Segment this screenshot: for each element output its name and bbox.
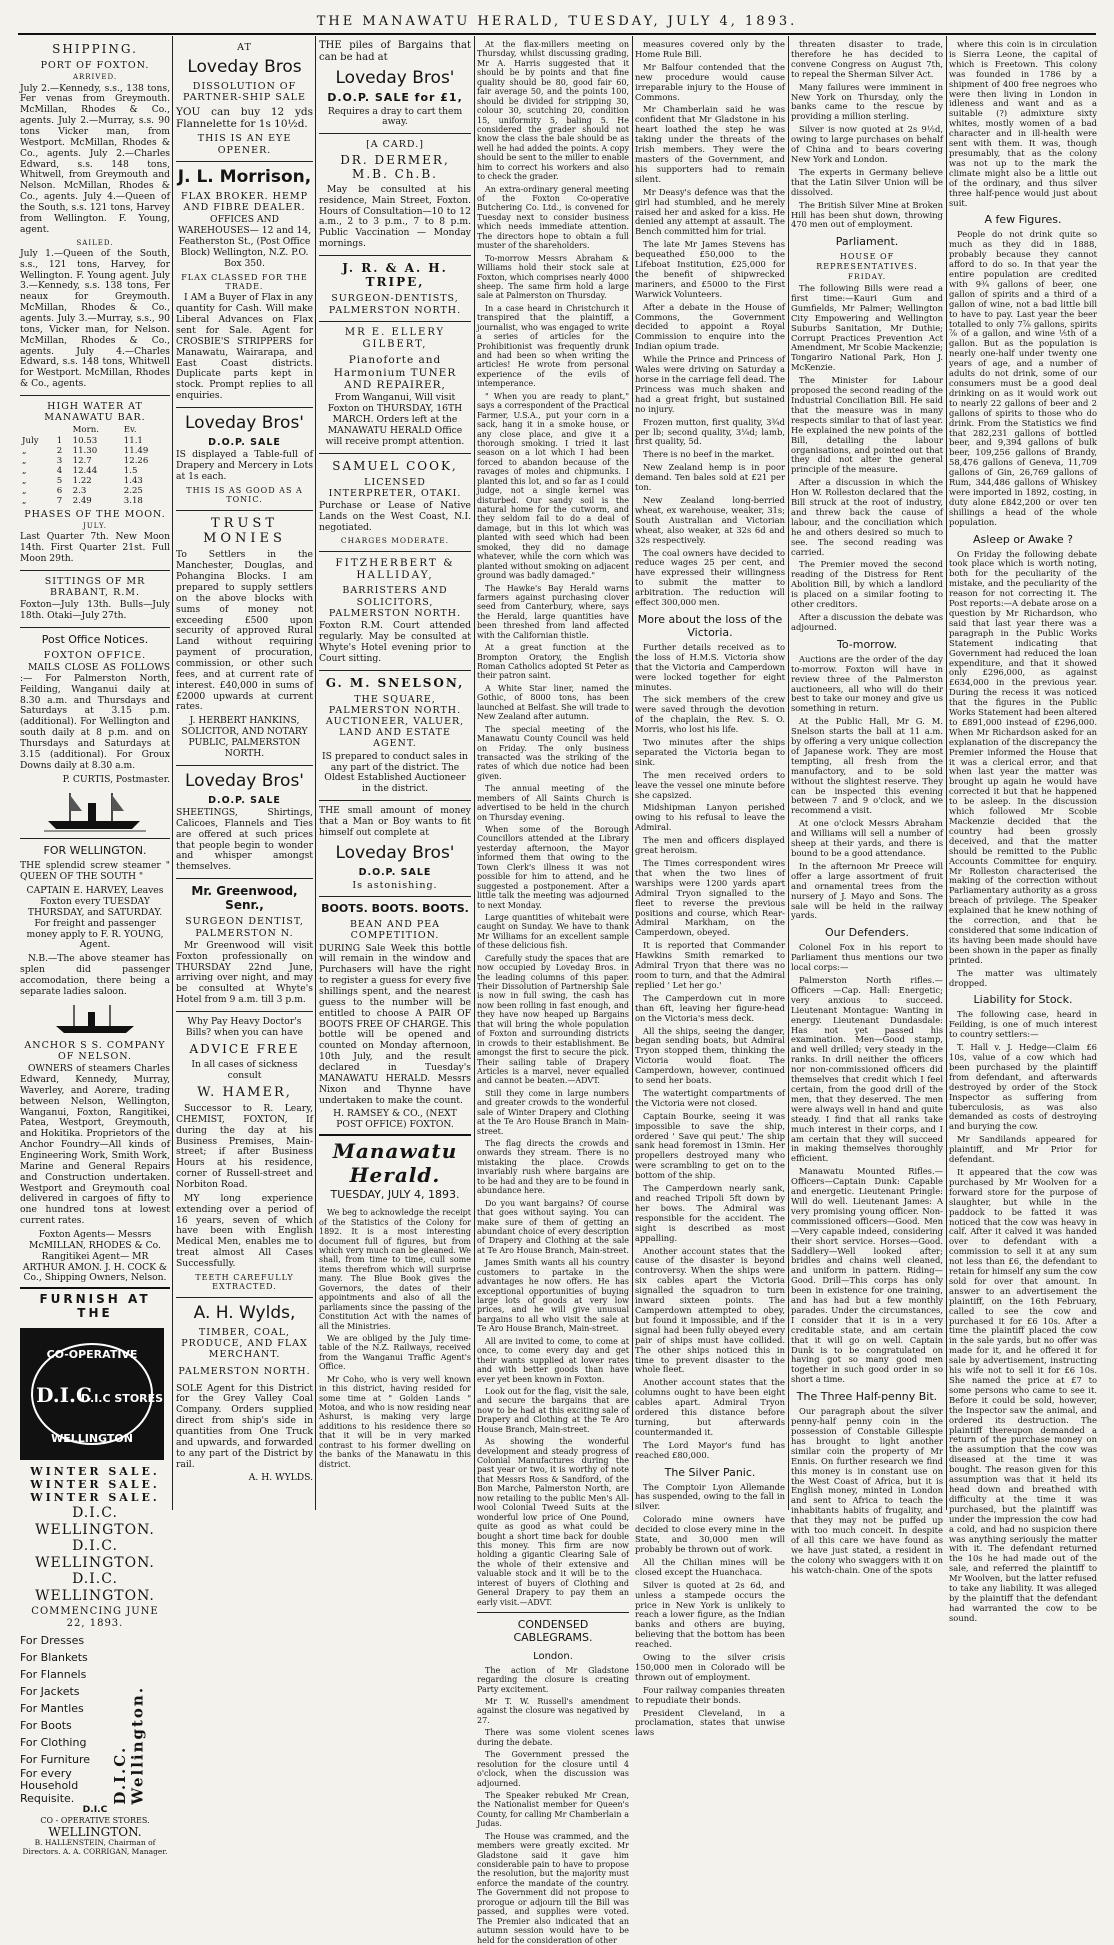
column-5	[635, 39, 785, 1738]
news-paragraph: Many failures were imminent in New York on Thursday, only the banks came to the rescue by providing a million sterling.	[791, 81, 943, 122]
news-paragraph: Look out for the flag, visit the sale, and secure the bargains that are now to be had at this exciting sale of Drapery and Clothing at the Te Aro House Branch, Main-street.	[477, 1386, 629, 1434]
news-paragraph: An extra-ordinary general meeting of the Foxton Co-operative Butchering Co. Ltd., is convened for Tuesday next to consider business which needs immediate attention. The directors hope to obtain a full muster of the shareholders.	[477, 184, 629, 251]
loveday-bros-ad: Loveday Bros	[187, 57, 302, 78]
cook-ad: SAMUEL COOK,	[332, 458, 458, 473]
piles-text: THE piles of Bargains that can be had at	[319, 40, 471, 63]
news-paragraph: It is reported that Commander Hawkins Smith remarked to Admiral Tryon that there was no room to turn, and that the Admiral replied ' Let her go.'	[635, 940, 785, 990]
column-1	[20, 40, 170, 1856]
news-paragraph: Another account states that the columns ought to have been eight cables apart. Admiral Tryon ordered this distance before turning, but afterwards countermanded it.	[635, 1377, 785, 1437]
hankins: J. HERBERT HANKINS, SOLICITOR, AND NOTARY PUBLIC, PALMERSTON NORTH.	[181, 715, 308, 759]
post-office-text: MAILS CLOSE AS FOLLOWS :— For Palmerston North, Feilding, Wanganui daily at 8.30 a.m. and Thursdays and Saturdays at 3.15 p.m. (additional). For Wellington and south daily at 8 p.m. and on Thursdays and Saturdays at 3.15 (additional). For Groux Downs daily at 8.30 a.m.	[20, 661, 170, 771]
loveday-bros-ad: Loveday Bros'	[185, 413, 304, 434]
dic-items	[20, 1632, 170, 1805]
snelson-ad: G. M. SNELSON,	[325, 675, 465, 690]
tripe-sub: SURGEON-DENTISTS, PALMERSTON NORTH.	[328, 293, 462, 316]
moon-month: JULY.	[83, 521, 107, 530]
news-paragraph: New Zealand long-berried wheat, ex warehouse, weaker, 31s; South Australian and Victorian wheat, also weaker, at 32s 6d and 32s respectively.	[635, 494, 785, 545]
news-paragraph: Still they come in large numbers and greater crowds to the wonderful sale of Winter Drapery and Clothing at the Te Aro House Branch in Main-street.	[477, 1088, 629, 1136]
dop-sale: D.O.P. SALE	[208, 794, 281, 806]
news-paragraph: At a great function at the Brompton Oratory, the English Roman Catholics adopted St Peter as their patron saint.	[477, 643, 629, 681]
news-paragraph: Colorado mine owners have decided to close every mine in the State, and 30,000 men will probably be thrown out of work.	[635, 1514, 785, 1554]
news-paragraph: Midshipman Lanyon perished owing to his refusal to leave the Admiral.	[635, 802, 785, 833]
news-paragraph: Mr T. W. Russell's amendment against the closure was negatived by 27.	[477, 1697, 629, 1725]
gilbert-ad: MR E. ELLERY GILBERT,	[344, 326, 446, 350]
news-paragraph: Silver is now quoted at 2s 9½d, owing to large purchases on behalf of China and to bears covering New York and London.	[791, 124, 943, 164]
loveday-tag: THIS IS AN EYE OPENER.	[197, 133, 292, 156]
teeth: TEETH CAREFULLY EXTRACTED.	[195, 1272, 294, 1292]
fitzherbert-ad: FITZHERBERT & HALLIDAY,	[335, 556, 455, 582]
news-paragraph: Our paragraph about the silver penny-half penny coin in the possession of Constable Gillespie has brought to light another similar coin the property of Mr Ennis. On further research we find this money is in constant use on the West Coast of Africa, but it is English money, minted in London and sent to Africa to teach the inhabitants habits of frugality, and that they may not be puffed up with too much conceit. In despite of all this care we have found as we have just stated, a resident in the colony who swaggers with it on his watch-chain. One of the spots	[791, 1406, 943, 1575]
gilbert-text: From Wanganui, Will visit Foxton on THURSDAY, 16TH MARCH. Orders left at the MANAWATU HERALD Office will receive prompt attention.	[325, 392, 465, 447]
news-paragraph: There was some violent scenes during the debate.	[477, 1728, 629, 1747]
news-paragraph: Mr Balfour contended that the new procedure would cause irreparable injury to the House of Commons.	[635, 61, 785, 102]
doctor-heading: Why Pay Heavy Doctor's Bills? when you can have	[185, 1016, 304, 1038]
news-paragraph: threaten disaster to trade, therefore he has decided to convene Congress on August 7th, to repeal the Sherman Silver Act.	[791, 39, 943, 79]
news-paragraph: The Camperdown nearly sank, and reached Tripoli 5ft down by her bows. The Admiral was responsible for the accident. The sight is described as most appalling.	[635, 1183, 785, 1243]
news-paragraph: All the Chilian mines will be closed except the Huanchaca.	[635, 1556, 785, 1577]
news-paragraph: The matter was ultimately dropped.	[949, 967, 1097, 988]
news-paragraph: It appeared that the cow was purchased by Mr Woolven for a forward store for the purpose of slaughter, but while in the paddock to be fatted it was noticed that the cow was heavy in calf. After it calved it was handed over to defendant with a commission to sell it at any sum not less than £6, the defendant to retain for himself any sum the cow sold for over that amount. In answer to an advertisement the plaintiff, on the 16th February, called to see the cow and purchased it for £6 10s. After a time the plaintiff placed the cow in the sale yards, but no offer was made for it, and he offered it for sale by advertisement, instructing his wife not to sell it for £6 10s. She named the price at £7 to some persons who came to see it. Before it could be sold, however, the Inspector saw the animal, and ordered its destruction. The plaintiff thereupon demanded a return of the purchase money on the assumption that the cow was diseased at the time it was bought. The reason given for this assumption was that it held its head down and breathed with difficulty at the time it was purchased, but the plaintiff was under the impression the cow had a cold, and had no suspicion there was anything seriously the matter with it. The defendant returned the 10s he had made out of the sale, and referred the plaintiff to Mr Woolven, but the latter refused to take any liability. It was alleged by the plaintiff that the defendant had warranted the cow to be sound.	[949, 1166, 1097, 1623]
news-paragraph: Palmerston North rifles.—Officers —Cap. Hall: Energetic; very anxious to succeed. Lieutenant Montague: Wanting in energy. Lieutenant Dundasdale: Has not yet passed his examination. Men—Good stamp, and well drilled; very steady in the ranks. In drill neither the officers nor non-commissioned officers did themselves that credit which I feel certain, from the good drill of the men, that they deserved. The men were always well in hand and quite steady. I find that all ranks take much interest in their corps, and I am certain that they will succeed in making themselves thoroughly efficient.	[791, 975, 943, 1164]
brabant-title: SITTINGS OF MR BRABANT, R.M.	[44, 575, 146, 598]
news-paragraph: People do not drink quite so much as they did in 1888, probably because they cannot afford to do so. In that year the entire population are credited with 9¾ gallons of beer, one gallon of spirits and a third of a gallon of wine, not a bad little bill to have to pay. Last year the beer totalled to only 7⅞ gallons, spirits ⅞ of a gallon, and wine ⅕th of a gallon. But as the population is nearly one-half under twenty one years of age, and a number of adults do not drink, some of our consumers must be a good deal drinking on as it would work out to nearly 22 gallons of beer and 2 gallons of spirits to those who do drink. From the Statistics we find that 282,231 gallons of bottled beer, and 9,394 gallons of bulk beer, 109,256 gallons of Brandy, 58,476 gallons of Geneva, 11,709 gallons of Gin, 26,769 gallons of Rum, 344,486 gallons of Whiskey were imported in 1892, costing, in duty alone £842,200 or over ten shillings a head of the whole population.	[949, 229, 1097, 527]
steamer-icon	[50, 1002, 140, 1036]
hamer-text: Successor to R. Leary, CHEMIST, FOXTON, If during the day at his Business Premises, Main-street; if after Business Hours at his residence, corner of Russell-street and Norbiton Road.	[176, 1102, 313, 1190]
news-paragraph: Another account states that the cause of the disaster is beyond controversy. When the ships were six cables apart the Victoria signalled the squadron to turn inward sixteen points. The Camperdown attempted to obey, but found it impossible, and if the signal had been fully obeyed every pair of ships must have collided. The other ships noticed this in time to prevent disaster to the whole fleet.	[635, 1245, 785, 1375]
statistics-paragraph: We beg to acknowledge the receipt of the Statistics of the Colony for 1892. It is a most interesting document full of figures, but from which very much can be gleaned. We shall, from time to time, cull some items therefrom which will surprise many. The Blue Book gives the Governors, the dates of their appointments and also of all the parliaments since the passing of the Constitution Act with the names of all the Ministries.	[319, 1208, 471, 1331]
silver-panic-heading: The Silver Panic.	[664, 1465, 756, 1479]
morrison-sub: FLAX BROKER. HEMP AND FIBRE DEALER.	[180, 190, 309, 214]
news-paragraph: After a discussion in which the Hon W. Rolleston declared that the Bill struck at the root of industry, and threw back the cause of labour, and the conciliation which he and others desired so much to see. The second reading was carried.	[791, 477, 943, 557]
loveday-text: SHEETINGS, Shirtings, Calicoes, Flannels and Ties are offered at such prices that people begin to wonder and whisper amongst themselves.	[176, 806, 313, 873]
masthead: THE MANAWATU HERALD, TUESDAY, JULY 4, 1893.	[316, 14, 798, 29]
commencing: COMMENCING JUNE 22, 1893.	[31, 1606, 159, 1630]
tide-table: Morn. Ev. July 1 10.53 11.1 „ 2 11.30 11.49 „ 3 12.7 12.26 „ 4 12.44 1.5 „ 5 1.22 1.43 „ 6 2.3 2.25 „ 7 2.49 3.18	[20, 425, 170, 506]
news-paragraph: The sick members of the crew were saved through the devotion of the chaplain, the Rev. S. O. Morris, who lost his life.	[635, 694, 785, 735]
news-paragraph: Large quantities of whitebait were caught on Sunday. We have to thank Mr Williams for an excellent sample of these delicious fish.	[477, 912, 629, 951]
victoria-heading: More about the loss of the Victoria.	[637, 612, 783, 639]
dop-sale: D.O.P. SALE for £1,	[327, 90, 463, 104]
post-office-title: Post Office Notices.	[41, 632, 149, 646]
news-paragraph: The coal owners have decided to reduce wages 25 per cent, and have expressed their willingness to submit the matter to arbitration. The reduction will effect 300,000 men.	[635, 547, 785, 608]
table-row: „ 6 2.3 2.25	[22, 486, 143, 497]
news-paragraph: Four railway companies threaten to repudiate their bonds.	[635, 1684, 785, 1705]
news-paragraph: James Smith wants all his country customers to partake in the advantages he now offers. He has exceptional opportunities of buying large lots of goods at very low prices, and he will give unusual bargains to all who visit the sale at Te Aro House Branch, Main-street.	[477, 1258, 629, 1334]
loveday-sub: DISSOLUTION OF PARTNER-SHIP SALE	[183, 81, 306, 104]
svg-text:CO-OPERATIVE: CO-OPERATIVE	[46, 1347, 138, 1361]
fitzherbert-text: Foxton R.M. Court attended regularly. May be consulted at Whyte's Hotel evening prior to Court sitting.	[319, 620, 471, 664]
post-office-sub: FOXTON OFFICE.	[43, 649, 147, 661]
ad-at: AT	[237, 42, 252, 53]
news-paragraph: Silver is quoted at 2s 6d, and unless a stampede occurs the price in New York is unlikely to reach a lower figure, as the Indian banks and others are buying, believing that the bottom has been reached.	[635, 1579, 785, 1650]
anchor-company-text: OWNERS of steamers Charles Edward, Kennedy, Murray, Waverley, and Aorere, trading between Nelson, Wellington, Wanganui, Foxton, Rangitikei, Patea, Westport, Greymouth, and Hokitika. Proprietors of the Anchor Foundry—All kinds of Engineering Work, Smith Work, Marine and General Repairs and Construction undertaken. Westport and Greymouth coal delivered in cargoes of fifty to one hundred tons at lowest current rates.	[20, 1063, 170, 1227]
svg-text:D.I.C STORES: D.I.C STORES	[80, 1391, 164, 1405]
hamer-ad: W. HAMER,	[197, 1084, 292, 1100]
news-paragraph: Owing to the silver crisis 150,000 men in Colorado will be thrown out of employment.	[635, 1652, 785, 1682]
news-paragraph: All are invited to come, to come at once, to come every day and get their wants supplied at lower rates and with better goods than have ever yet been known in Foxton.	[477, 1336, 629, 1384]
boots-ad: BOOTS. BOOTS. BOOTS.	[321, 902, 469, 916]
dic-footer: D.I.C	[82, 1803, 108, 1815]
dic-vertical-label: D.I.C. Wellington.	[111, 1685, 147, 1805]
friday-heading: FRIDAY.	[847, 272, 887, 282]
dray-text: Requires a dray to cart them away.	[327, 105, 463, 128]
news-paragraph: At the Public Hall, Mr G. M. Snelson starts the ball at 11 a.m. by offering a very unique collection of Japanese work. They are most tempting, all fresh from the manufactory, and to be sold without the slightest reserve. They can be inspected this evening between 7 and 9 o'clock, and we recommend a visit.	[791, 716, 943, 816]
news-paragraph: where this coin is in circulation is Sierra Leone, the capital of which is Freetown. This colony was founded in 1786 by a shipment of 400 free negroes who were then living in London in idleness and want and as a suitable (?) admixture sixty whites, mostly women of a bad character and in ill-health were sent with them. It was, though presumably, that as the colony was not up to the mark the climate might also be a little out of the ordinary, and thus silver three half-pence would just about suit.	[949, 39, 1097, 208]
list-item: For Boots	[20, 1719, 72, 1733]
news-paragraph: There is no beef in the market.	[643, 449, 775, 460]
news-paragraph: The flag directs the crowds and onwards they stream. There is no mistaking the place. Crowds invariably rush where bargains are to be had and they are to be found in abundance here.	[477, 1139, 629, 1196]
boots-sub: BEAN AND PEA COMPETITION.	[349, 919, 441, 942]
news-paragraph: The late Mr James Stevens has bequeathed £50,000 to the Lifeboat Institution, £25,000 for the benefit of shipwrecked mariners, and £5000 to the First Warwick Volunteers.	[635, 239, 785, 299]
news-paragraph: While the Prince and Princess of Wales were driving on Saturday a horse in the carriage fell dead. The Princess was much shaken and had a great fright, but sustained no injury.	[635, 354, 785, 414]
news-paragraph: Further details received as to the loss of H.M.S. Victoria show that the Victoria and Camperdown were locked together for eight minutes.	[635, 641, 785, 692]
news-paragraph: The special meeting of the Manawatu County Council was held on Friday. The only business transacted was the striking of the rates of which due notice had been given.	[477, 724, 629, 781]
astonishing: Is astonishing.	[352, 879, 438, 891]
advice-text: In all cases of sickness consult	[191, 1058, 298, 1081]
greenwood-ad: Mr. Greenwood, Senr.,	[191, 884, 298, 913]
wylds-text: SOLE Agent for this District for the Grey Valley Coal Company. Orders supplied direct from ship's side in quantities from One Truck and upwards, and forwarded to any part of the District by rail.	[176, 1382, 313, 1470]
news-paragraph: In the afternoon Mr Preece will offer a large assortment of fruit and ornamental trees from the nursery of J. Mayo and Sons. The sale will be held in the railway yards.	[791, 860, 943, 921]
news-paragraph: The watertight compartments of the Victoria were not closed.	[635, 1087, 785, 1108]
sailed-heading: SAILED.	[76, 238, 114, 247]
tripe-ad: J. R. & A. H. TRIPE,	[342, 261, 448, 290]
svg-text:D.I.C: D.I.C	[36, 1382, 92, 1407]
news-paragraph: In a case heard in Christchurch it transpired that the plaintiff, a journalist, who was engaged to write a series of articles for the Prohibitionist was frequently drunk and had been so when writing the articles! He wrote from personal experience of the evils of intemperance.	[477, 303, 629, 389]
list-item: For Furniture	[20, 1753, 91, 1767]
news-paragraph: Two minutes after the ships separated the Victoria began to sink.	[635, 737, 785, 767]
loveday-bros-ad: Loveday Bros'	[335, 67, 455, 88]
winter-sale: WINTER SALE.	[30, 1478, 160, 1492]
news-paragraph: After a debate in the House of Commons, the Government decided to appoint a Royal Commission to enquire into the Indian opium trade.	[635, 301, 785, 352]
cablegrams-heading: CONDENSED CABLEGRAMS.	[513, 1618, 593, 1644]
news-paragraph: The British Silver Mine at Broken Hill has been shut down, throwing 470 men out of employment.	[791, 199, 943, 230]
trust-monies-text: To Settlers in the Manchester, Douglas, and Pohangina Blocks. I am prepared to supply settlers on the above blocks with sums of money not exceeding £500 upon security of approved Rural Land without requiring payment of procuration, commission, or other such fees, and at current rate of interest. £40,000 in sums of £2000 upwards at current rates.	[176, 549, 313, 713]
list-item: For Dresses	[20, 1634, 85, 1648]
for-wellington-title: FOR WELLINGTON.	[43, 844, 147, 858]
snelson-text: IS prepared to conduct sales in any part of the district. The Oldest Established Auctioneer in the district.	[322, 750, 468, 795]
ramsey: H. RAMSEY & CO., (NEXT POST OFFICE) FOXTON.	[333, 1108, 457, 1131]
column-7	[949, 39, 1097, 1623]
shipping-heading: SHIPPING.	[52, 42, 138, 56]
dop-sale: D.O.P. SALE	[358, 866, 432, 878]
loveday-text: YOU can buy 12 yds Flannelette for 1s 10½d.	[176, 105, 313, 131]
news-paragraph: Colonel Fox in his report to Parliament thus mentions our two local corps:—	[791, 942, 943, 973]
dic-wellington: D.I.C. WELLINGTON.	[35, 1505, 155, 1538]
loveday-bros-ad: Loveday Bros'	[185, 770, 304, 791]
list-item: For Jackets	[20, 1685, 80, 1699]
advice-free: ADVICE FREE	[189, 1041, 300, 1056]
anchor-company-agents: Foxton Agents— Messrs McMILLAN, RHODES & Co. Rangitikei Agent— MR ARTHUR AMON. J. H. COCK & Co., Shipping Owners, Nelson.	[22, 1228, 168, 1284]
herald-title: Manawatu Herald.	[332, 1139, 458, 1187]
list-item: For Flannels	[20, 1668, 87, 1682]
coho-paragraph: Mr Coho, who is very well known in this district, having resided for some time at " Golden Lands " Motoa, and who is now residing near Ashurst, is making very large additions to his residence there so that it will be in very marked contrast to his former dwelling on the banks of the Manawatu in this district.	[319, 1374, 471, 1469]
dic-footer: CO - OPERATIVE STORES.	[40, 1815, 150, 1825]
snelson-sub: THE SQUARE, PALMERSTON NORTH. AUCTIONEER, VALUER, LAND AND ESTATE AGENT.	[325, 693, 465, 750]
timetable-paragraph: We are obliged by the July time-table of the N.Z. Railways, received from the Wanganui Traffic Agent's Office.	[319, 1333, 471, 1372]
news-paragraph: New Zealand hemp is in poor demand. Ten bales sold at £21 per ton.	[635, 462, 785, 493]
news-paragraph: The men received orders to leave the vessel one minute before she capsized.	[635, 769, 785, 800]
column-divider	[474, 36, 475, 1510]
news-paragraph: The men and officers displayed great heroism.	[635, 835, 785, 856]
moon-text: Last Quarter 7th. New Moon 14th. First Quarter 21st. Full Moon 29th.	[20, 531, 170, 564]
cook-sub: LICENSED INTERPRETER, OTAKI.	[328, 476, 462, 500]
herald-date: TUESDAY, JULY 4, 1893.	[330, 1188, 460, 1202]
anchor-company-title: ANCHOR S S. COMPANY OF NELSON.	[24, 1039, 166, 1062]
news-paragraph: After a discussion the debate was adjourned.	[791, 612, 943, 632]
news-paragraph: The Times correspondent wires that when the two lines of warships were 1200 yards apart Admiral Tryon signalled to the fleet to reverse the previous positions and course, which Rear-Admiral Markham, on the Camperdown, obeyed.	[635, 858, 785, 938]
morrison-ad: J. L. Morrison,	[177, 166, 312, 187]
table-row: „ 4 12.44 1.5	[22, 466, 138, 477]
morrison-text: I AM a Buyer of Flax in any quantity for Cash. Will make Liberal Advances on Flax sent for Sale. Agent for CROSBIE'S STRIPPERS for Manawatu, Wairarapa, and East Coast districts. Duplicate parts kept in stock. Prompt replies to all enquiries.	[176, 292, 313, 402]
liability-heading: Liability for Stock.	[973, 993, 1073, 1007]
dic-wellington: D.I.C. WELLINGTON.	[35, 1571, 155, 1604]
news-paragraph: A White Star liner, named the Gothic, of 8000 tons, has been launched at Belfast. She will trade to New Zealand after autumn.	[477, 683, 629, 722]
list-item: For Blankets	[20, 1651, 88, 1665]
dic-footer: WELLINGTON.	[48, 1824, 142, 1839]
table-row: „ 7 2.49 3.18	[22, 496, 143, 507]
news-paragraph: The action of Mr Gladstone regarding the closure is creating Party excitement.	[477, 1665, 629, 1694]
few-figures-heading: A few Figures.	[984, 213, 1062, 227]
news-paragraph: Mr Sandilands appeared for plaintiff, and Mr Prior for defendant.	[949, 1134, 1097, 1165]
for-wellington-note: N.B.—The above steamer has splen did passenger accomodation, there being a separate ladies saloon.	[20, 953, 170, 997]
news-paragraph: Manawatu Mounted Rifles.—Officers—Captain Dunk: Capable and energetic. Lieutenant Pringle: Will do well. Lieutenant James: A very promising young officer. Non-commissioned officers—Good. Men—Very capable indeed, considering their short service. Horses—Good. Saddlery—Well looked after; bridles and chains well cleaned, and uniform in pattern. Riding—Good. Drill—This corps has only been in existence for one training, and has had but a few monthly parades. Under the circumstances, I consider that it is in a very creditable state, and am certain that it will go on well. Captain Dunk is to be congratulated on having got so many good men together in such good order in so short a time.	[791, 1166, 943, 1385]
loveday-tag: THIS IS AS GOOD AS A TONIC.	[186, 485, 303, 505]
news-paragraph: Mr Deasy's defence was that the girl had stumbled, and he merely raised her and asked for a kiss. He denied any attempt at assault. The Bench committed him for trial.	[635, 186, 785, 237]
list-item: For Mantles	[20, 1702, 84, 1716]
news-paragraph: Auctions are the order of the day to-morrow. Foxton will have in review three of the Palmerston auctioneers, all who will do their best to take our money and give us something in return.	[791, 653, 943, 714]
news-paragraph: The following Bills were read a first time:—Kauri Gum and Gumfields, Mr Palmer; Wellington City Empowering and Wellington Suburbs Sanitation, Mr Duthie; Corrupt Practices Prevention Act Amendment, Mr Scobie Mackenzie; Tongariro National Park, Hon J. McKenzie.	[791, 283, 943, 373]
dop-sale: D.O.P. SALE	[208, 437, 281, 449]
news-paragraph: The experts in Germany believe that the Latin Silver Union will be dissolved.	[791, 166, 943, 197]
loveday-text: IS displayed a Table-full of Drapery and Mercery in Lots at 1s each.	[176, 449, 313, 482]
news-paragraph: President Cleveland, in a proclamation, states that unwise laws	[635, 1707, 785, 1738]
news-paragraph: Do you want bargains? Of course that goes without saying. You can make sure of them of getting an abundant choice of every description of Drapery and Clothing at the sale at Te Aro House Branch, Main-street.	[477, 1198, 629, 1255]
masthead-rule	[18, 33, 1096, 35]
boots-text: DURING Sale Week this bottle will remain in the window and Purchasers will have the right to register a guess for every five shillings spent, and the nearest guess to the number will be entitled to choose A PAIR OF BOOTS FREE OF CHARGE. This bottle will be opened and counted on Monday afternoon, 10th July, and the result declared in Tuesday's MANAWATU HERALD. Messrs Nixon and Thynne have undertaken to make the count.	[319, 942, 471, 1106]
news-paragraph: The Lord Mayor's fund has reached £80,000.	[635, 1439, 785, 1460]
cook-charges: CHARGES MODERATE.	[340, 535, 450, 545]
table-row: July 1 10.53 11.1	[22, 435, 143, 446]
news-paragraph: At the flax-millers meeting on Thursday, whilst discussing grading, Mr A. Harris suggested that it should be by points and that fine quality should be 80, good fair 60, fair average 50, and the points 100, should be divided for stripping 30, colour 30, scutching 20, condition 15, uniformity 5, baling 5. He considered the grader should not know the class the bale should be as well he had added the points. A copy should be sent to the miller to enable him to correct his workers and also to check the grader.	[477, 40, 629, 182]
arrived-heading: ARRIVED.	[72, 73, 118, 82]
wylds-ad: A. H. Wylds,	[193, 1302, 296, 1323]
svg-text:WELLINGTON: WELLINGTON	[51, 1431, 133, 1445]
wylds-sub: TIMBER, COAL, PRODUCE, AND FLAX MERCHANT.	[181, 1326, 308, 1361]
news-paragraph: The Minister for Labour proposed the second reading of the Industrial Conciliation Bill. He said that the measure was in many respects similar to that of last year. He explained the new points of the Bill, detailing the labour organisations, and pointed out that they did not alter the general principle of the measure.	[791, 375, 943, 475]
column-divider	[172, 36, 173, 1510]
news-paragraph: The following case, heard in Feilding, is one of much interest to country settlers:—	[949, 1009, 1097, 1040]
wylds-town: PALMERSTON NORTH.	[178, 1366, 311, 1378]
morrison-address: OFFICES AND WAREHOUSES— 12 and 14, Featherston St., (Post Office Block) Wellington, N.Z. P.O. Box 350.	[177, 214, 312, 269]
defenders-heading: Our Defenders.	[825, 926, 909, 940]
port-heading: PORT OF FOXTON.	[40, 60, 150, 72]
news-paragraph: " When you are ready to plant," says a correspondent of the Practical Farmer, U.S.A., put your corn in a sack, hang it in a smoke house, or any close place, and give it a thorough smoking. I tried it last season on a lot which I had been forced to abandon because of the ravages of moles and chipmunks. I planted this lot, and so far as I could judge, not a single kernel was disturbed. Our sandy soil is the natural home for the cutworm, and they seldom fail to do a deal of damage, but in this lot which was planted with seed which had been smoked, they did no damage whatever, while the corn which was planted without smoking on adjacent ground was badly damaged."	[477, 391, 629, 581]
small-amount-text: THE small amount of money that a Man or Boy wants to fit himself out complete at	[319, 805, 471, 838]
parliament-heading: Parliament.	[835, 235, 899, 249]
three-halfpenny-heading: The Three Half-penny Bit.	[796, 1390, 938, 1404]
winter-sale: WINTER SALE.	[30, 1491, 160, 1505]
news-paragraph: To-morrow Messrs Abraham & Williams hold their stock sale at Foxton, which comprises nearly 4000 sheep. The same firm hold a large sale at Palmerston on Thursday.	[477, 253, 629, 301]
greenwood-text: Mr Greenwood will visit Foxton professionally on THURSDAY 22nd June, arriving over night, and may be consulted at Whyte's Hotel from 9 a.m. till 3 p.m.	[176, 939, 313, 1006]
house-heading: HOUSE OF REPRESENTATIVES.	[816, 252, 918, 271]
news-paragraph: Frozen mutton, first quality, 3¾d per lb; second quality, 3¼d; lamb, first quality, 5d.	[635, 416, 785, 447]
table-row: „ 3 12.7 12.26	[22, 455, 149, 466]
dermer-ad: DR. DERMER, M.B. Ch.B.	[340, 152, 450, 181]
for-wellington-text: THE splendid screw steamer " QUEEN OF THE SOUTH "	[20, 860, 170, 883]
column-6	[791, 39, 943, 1575]
news-paragraph: The Camperdown cut in more than 6ft, leaving her figure-head on the Victoria's mess deck.	[635, 992, 785, 1023]
arrived-text: July 2.—Kennedy, s.s., 138 tons, Fer venas from Greymouth. McMillan, Rhodes & Co., agents. July 2.—Murray, s.s. 90 tons Vicker man, from Westport. McMillan, Rhodes & Co., agents. July 2.—Charles Edward, s.s. 148 tons, Whitwell, from Greymouth and Nelson. McMillan, Rhodes & Co., agents. July 4.—Queen of the South, s.s. 121 tons, Harvey from Wellington. F. Young, agent.	[20, 82, 170, 235]
postmaster: P. CURTIS, Postmaster.	[62, 773, 170, 785]
dic-wellington: D.I.C. WELLINGTON.	[35, 1538, 155, 1571]
news-paragraph: The Speaker rebuked Mr Crean, the Nationalist member for Queen's County, for calling Mr Chamberlain a Judas.	[477, 1790, 629, 1829]
list-item: For Clothing	[20, 1736, 87, 1750]
news-paragraph: The House was crammed, and the members were greatly excited. Mr Gladstone said it gave him considerable pain to have to propose the resolution, but the majority must enforce the mandate of the country. The Government did not propose to prorogue or adjourn till the Bill was passed, and supplies were voted. The Premier also indicated that an autumn session would have to be held for the consideration of other	[477, 1831, 629, 1945]
news-paragraph: When some of the Borough Councillors attended at the Library yesterday afternoon, the Mayor informed them that owing to the Town Clerk's illness it was not possible for him to attend, and he suggested a postponement. After a little talk the meeting was adjourned to next Monday.	[477, 825, 629, 910]
news-paragraph: The annual meeting of the members of All Saints Church is advertised to be held in the church on Thursday evening.	[477, 784, 629, 822]
brabant-text: Foxton—July 13th. Bulls—July 18th. Otaki—July 27th.	[20, 599, 170, 621]
news-paragraph: The Premier moved the second reading of the Distress for Rent Abolition Bill, by which a landlord is placed on a similar footing to other creditors.	[791, 559, 943, 610]
moon-title: PHASES OF THE MOON.	[24, 508, 166, 520]
news-paragraph: The Hawke's Bay Herald warns farmers against purchasing clover seed from Canterbury, where, says the Herald, large quantities have been threshed from land affected with the Californian thistle.	[477, 583, 629, 640]
news-paragraph: T. Hall v. J. Hedge—Claim £6 10s, value of a cow which had been purchased by the plaintiff from defendant, and afterwards destroyed by order of the Stock Inspector as suffering from tuberculosis, as was also demanded as costs of destroying and burying the cow.	[949, 1042, 1097, 1132]
column-divider	[315, 36, 316, 1510]
column-2	[176, 40, 313, 1510]
winter-sale: WINTER SALE.	[30, 1465, 160, 1479]
table-row: „ 2 11.30 11.49	[22, 445, 149, 456]
sailed-text: July 1.—Queen of the South, s.s., 121 tons, Harvey, for Wellington. F. Young agent. July 3.—Kennedy, s.s. 138 tons, Fer neaux for Greymouth. McMillan, Rhodes & Co., agents. July 3.—Murray, s.s., 90 tons, Vicker man, for Nelson. McMillan, Rhodes & Co., agents. July 4.—Charles Edward, s.s. 148 tons, Whitwell for Westport. McMillan, Rhodes & Co., agents.	[20, 247, 170, 390]
column-4	[477, 40, 629, 1945]
london-heading: London.	[533, 1650, 573, 1662]
steamer-icon	[40, 789, 150, 833]
news-paragraph: Carefully study the spaces that are now occupied by Loveday Bros. in the leading columns of this paper. Their Dissolution of Partnership Sale is now in full swing, the cash has now been rolling in fast enough, and they have now heaped up Bargains that will bring the whole population of Foxton and surrounding districts in crowds to their establishment. Be amongst the first to secure the pick. Their sailing table of Drapery Articles is a marvel, never equalled and cannot be beaten.—ADVT.	[477, 953, 629, 1086]
dermer-text: May be consulted at his residence, Main Street, Foxton. Hours of Consultation—10 to 12 a.m., 2 to 3 p.m., 7 to 8 p.m. Public Vaccination — Monday mornings.	[319, 183, 471, 250]
wylds-sign: A. H. WYLDS.	[248, 1472, 313, 1484]
greenwood-sub: SURGEON DENTIST, PALMERSTON N.	[185, 916, 304, 939]
hamer-text-2: MY long experience extending over a period of 16 years, seven of which have been with English Medical Men, enables me to treat almost All Cases Successfully.	[176, 1192, 313, 1269]
fitzherbert-sub: BARRISTERS AND SOLICITORS, PALMERSTON NORTH.	[328, 585, 462, 619]
list-item: For every Household Requisite.	[20, 1767, 79, 1805]
column-divider	[946, 36, 947, 1510]
news-paragraph: On Friday the following debate took place which is worth noting, both for the peculiarity of the mistake, and the peculiarity of the reason for not correcting it. The Post reports:—A debate arose on a question by Mr Richardson, who said that last year there was a paragraph in the Public Works Statement indicating that Government had reduced the loan expenditure, and that it showed only £296,000, as against £634,000 in the previous year. During the recess it was noticed that the figures in the Public Works Statement had been altered to £891,000 instead of £296,000. When Mr Richardson asked for an explanation of the discrepancy the Premier informed the House that it was a clerical error, and that when last year the matter was brought up again he would have corrected it but that he happened to be asleep. In the discussion which followed Mr Scobie Mackenzie decided that the country had been grossly deceived, and that the matter should be remitted to the Public Accounts Committee for enquiry. Mr Rolleston characterised the making of the correction without Parliamentary authority as a gross breach of privilege. The Speaker explained that he knew nothing of the correction, and that he considered that some indication of its having been made should have been shown in the paper as finally printed.	[949, 548, 1097, 965]
furnish-heading: FURNISH AT THE	[39, 1292, 151, 1321]
column-3	[319, 40, 471, 1510]
news-paragraph: measures covered only by the Home Rule Bill.	[635, 39, 785, 59]
news-paragraph: At one o'clock Messrs Abraham and Williams will sell a number of sheep at their yards, and there is bound to be a good attendance.	[791, 818, 943, 858]
cook-text: Purchase or Lease of Native Lands on the West Coast, N.I. negotiated.	[319, 500, 471, 534]
loveday-bros-ad: Loveday Bros'	[335, 842, 455, 863]
table-row: „ 5 1.22 1.43	[22, 476, 143, 487]
dic-logo	[20, 1328, 164, 1460]
news-paragraph: As showing the wonderful development and steady progress of Colonial Manufactures during the past year or two, it is worthy of note that Messrs Ross & Sandford, of the Bon Marche, Palmerston North, are now retailing to the public Men's All-wool Colonial Tweed Suits at the wonderful low price of One Pound, quite as good as what could be bought a short time back for double this money. This firm are now holding a gigantic Clearing Sale of the whole of their extensive and valuable stock and it will be to the interest of buyers of Clothing and General Drapery to pay them an early visit.—ADVT.	[477, 1437, 629, 1607]
for-wellington-details: CAPTAIN E. HARVEY, Leaves Foxton every TUESDAY THURSDAY, and SATURDAY. For freight and passenger money apply to F. R. YOUNG, Agent.	[26, 885, 164, 951]
dic-directors: B. HALLENSTEIN, Chairman of Directors. A. A. CORRIGAN, Manager.	[22, 1838, 168, 1856]
news-paragraph: The Comptoir Lyon Allemande has suspended, owing to the fall in silver.	[635, 1481, 785, 1512]
morrison-flax: FLAX CLASSED FOR THE TRADE.	[181, 272, 308, 291]
column-divider	[788, 36, 789, 1510]
news-paragraph: All the ships, seeing the danger, began sending boats, but Admiral Tryon stopped them, thinking the Victoria would float. The Camperdown, however, continued to send her boats.	[635, 1025, 785, 1086]
asleep-heading: Asleep or Awake ?	[973, 532, 1073, 546]
card: [A CARD.]	[366, 139, 424, 151]
trust-monies-ad: TRUST MONIES	[203, 515, 286, 547]
news-paragraph: The Government pressed the resolution for the closure until 4 o'clock, when the discussion was adjourned.	[477, 1750, 629, 1788]
gilbert-sub: Pianoforte and Harmonium TUNER AND REPAIRER,	[333, 354, 457, 392]
news-paragraph: Captain Bourke, seeing it was impossible to save the ship, ordered ' Save qui peut.' The ship sank head foremost in 13min. Her propellers destroyed many who were scrambling to get on to the bottom of the ship.	[635, 1110, 785, 1181]
news-paragraph: Mr Chamberlain said he was confident that Mr Gladstone in his heart loathed the step he was taking under the threats of the Irish members. They were the masters of the Government, and his supporters had to remain silent.	[635, 104, 785, 184]
tomorrow-heading: To-morrow.	[836, 637, 898, 651]
tide-title: HIGH WATER AT MANAWATU BAR.	[44, 401, 146, 424]
column-divider	[632, 36, 633, 1510]
